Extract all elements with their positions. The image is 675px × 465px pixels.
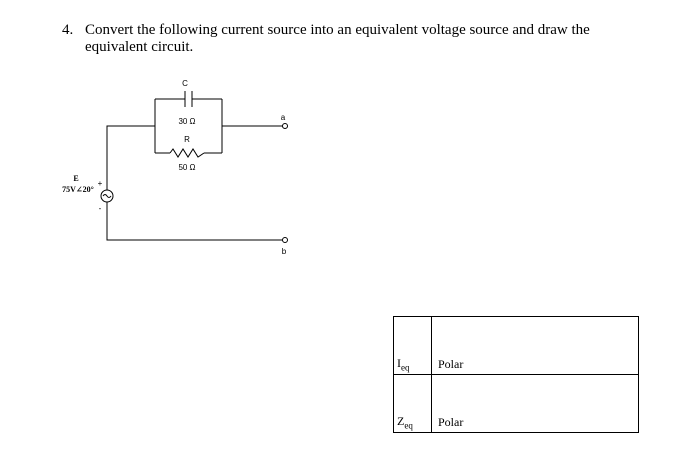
table-row <box>394 375 639 433</box>
zeq-polar-label: Polar <box>438 415 464 429</box>
ieq-symbol-cell <box>394 317 432 375</box>
zeq-symbol-cell <box>394 375 432 433</box>
ieq-polar-cell[interactable] <box>432 317 639 375</box>
wire-top-left <box>107 126 155 190</box>
resistor-symbol <box>170 149 204 157</box>
wire-bottom <box>107 202 283 240</box>
source-name-label: E <box>73 174 79 183</box>
minus-sign: - <box>98 204 102 213</box>
zeq-polar-cell[interactable] <box>432 375 639 433</box>
terminal-b-node <box>283 238 288 243</box>
terminal-a-node <box>283 124 288 129</box>
zeq-subscript: eq <box>404 420 413 430</box>
question-text: Convert the following current source into an equivalent voltage source and draw the equivalent circuit. <box>85 22 590 55</box>
resistor-label: R <box>184 135 190 144</box>
zeq-symbol: Z <box>397 413 405 428</box>
answer-table <box>393 316 639 433</box>
capacitor-value: 30 Ω <box>178 117 196 126</box>
resistor-value: 50 Ω <box>178 163 196 172</box>
plus-sign: + <box>97 179 103 188</box>
ieq-polar-label: Polar <box>438 357 464 371</box>
table-row <box>394 317 639 375</box>
capacitor-label: C <box>182 79 188 88</box>
ieq-symbol: I <box>397 355 401 370</box>
terminal-b-label: b <box>281 247 287 256</box>
terminal-a-label: a <box>280 113 286 122</box>
question-number: 4. <box>62 22 74 38</box>
source-value-label: 75V∠20° <box>62 185 94 194</box>
ieq-subscript: eq <box>401 362 410 372</box>
